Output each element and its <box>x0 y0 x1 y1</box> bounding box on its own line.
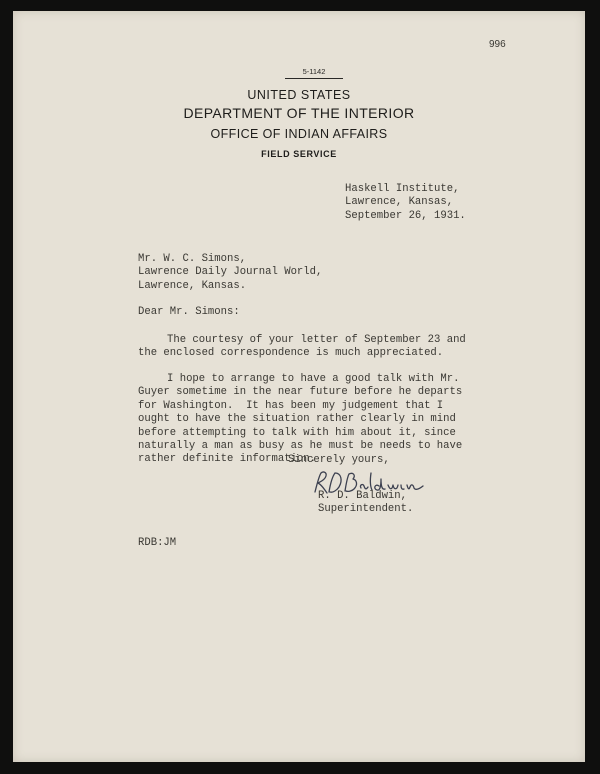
sender-line-2: Lawrence, Kansas, <box>345 196 454 209</box>
body-line: Guyer sometime in the near future before he departs <box>138 386 463 399</box>
sender-line-1: Haskell Institute, <box>345 183 460 195</box>
recipient-address <box>138 253 322 293</box>
body-paragraph-2 <box>138 373 462 467</box>
signer-title: Superintendent. <box>318 503 414 516</box>
typist-initials: RDB:JM <box>138 537 177 549</box>
body-paragraph-1 <box>138 334 466 361</box>
recipient-name: Mr. W. C. Simons, <box>138 253 247 265</box>
body-line: I hope to arrange to have a good talk with Mr. <box>167 373 460 385</box>
salutation: Dear Mr. Simons: <box>138 306 240 318</box>
body-line: The courtesy of your letter of September 23 and <box>167 334 466 346</box>
recipient-org: Lawrence Daily Journal World, <box>138 266 323 279</box>
letterhead-line-4: FIELD SERVICE <box>261 149 337 159</box>
body-line: for Washington. It has been my judgement that I <box>138 399 444 412</box>
sender-address <box>345 183 466 223</box>
body-line: before attempting to talk with him about it, since <box>138 426 456 439</box>
body-line: rather definite information. <box>138 453 317 466</box>
letterhead-line-1: UNITED STATES <box>247 88 351 102</box>
letterhead-line-3: OFFICE OF INDIAN AFFAIRS <box>210 127 388 141</box>
letterhead-line-2: DEPARTMENT OF THE INTERIOR <box>183 105 415 121</box>
closing: Sincerely yours, <box>288 454 390 466</box>
signer-name: R. D. Baldwin, <box>318 490 408 502</box>
body-line: ought to have the situation rather clearly in mind <box>138 413 456 426</box>
body-line: naturally a man as busy as he must be needs to have <box>138 440 463 453</box>
letter-date: September 26, 1931. <box>345 209 466 222</box>
recipient-city: Lawrence, Kansas. <box>138 279 247 292</box>
letter-page <box>13 11 585 762</box>
signature-block <box>318 490 413 517</box>
form-number: 5-1142 <box>285 67 343 79</box>
page-number: 996 <box>489 39 506 50</box>
body-line: the enclosed correspondence is much appreciated. <box>138 347 444 360</box>
